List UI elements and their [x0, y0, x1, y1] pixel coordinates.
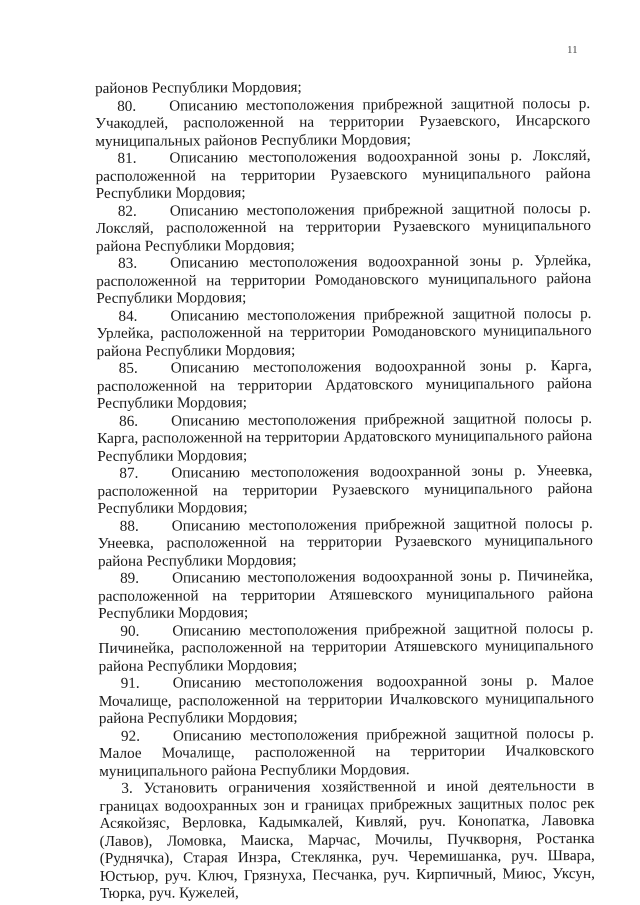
list-item	[98, 514, 593, 570]
list-item-number: 88.	[119, 517, 139, 535]
list-item	[97, 409, 592, 465]
list-item	[99, 672, 594, 728]
list-item-number: 91.	[120, 674, 140, 692]
list-item-number: 92.	[120, 727, 141, 745]
list-item-number: 82.	[117, 202, 137, 220]
list-item	[98, 619, 593, 675]
list-item	[99, 724, 594, 780]
document-body	[95, 77, 595, 903]
list-item	[97, 462, 592, 518]
list-item-number: 86.	[119, 412, 139, 430]
list-item-text: Описанию местоположения прибрежной защитной полосы р. Малое Мочалище, расположенной на территории Ичалковского муниципального района Республики Мордовия.	[99, 724, 595, 780]
list-item-number: 87.	[119, 464, 139, 482]
list-item-number: 83.	[118, 254, 138, 272]
list-item-number: 90.	[120, 622, 140, 640]
list-item-text: Описанию местоположения водоохранной зоны р. Малое Мочалище, расположенной на территории Ичалковского муниципального района Республики Мордовия;	[98, 671, 594, 727]
list-item-text: Описанию местоположения прибрежной защитной полосы р. Карга, расположенной на территории Ардатовского муниципального района Республики Мордовия;	[97, 409, 593, 465]
list-item-text: Описанию местоположения водоохранной зоны р. Урлейка, расположенной на территории Ромодановского муниципального района Республики Мордовия;	[96, 251, 592, 307]
list-item-text: районов Республики Мордовия;	[95, 78, 302, 97]
list-item	[95, 94, 590, 150]
list-item-text: Описанию местоположения прибрежной защитной полосы р. Учакодлей, расположенной на территории Рузаевского, Инсарского муниципальных районов Республики Мордовия;	[95, 94, 591, 150]
list-item-text: Описанию местоположения прибрежной защитной полосы р. Унеевка, расположенной на территории Рузаевского муниципального района Республики Мордовия;	[97, 514, 593, 570]
list-item-text: Описанию местоположения прибрежной защитной полосы р. Урлейка, расположенной на территории Ромодановского муниципального района Республики Мордовия;	[96, 304, 592, 360]
paragraph: 3. Установить ограничения хозяйственной и иной деятельности в границах водоохранных зон и границах прибрежных защитных полос рек Асякойзяс, Верловка, Кадымкалей, Кивляй, руч. Конопатка, Лавовка (Лавов), Ломовка, Маиска, Марчас, Мочилы, Пучкворня, Ростанка (Руднячка), Старая Инзра, Стеклянка, руч. Черемишанка, руч. Швара, Юстьюр, руч. Ключ, Грязнуха, Песчанка, руч. Кирпичный, Миюс, Уксун, Тюрка, руч. Кужелей,	[99, 776, 595, 902]
list-item-text: Описанию местоположения водоохранной зоны р. Карга, расположенной на территории Ардатовского муниципального района Республики Мордовия;	[96, 356, 592, 412]
list-item-text: Описанию местоположения прибрежной защитной полосы р. Пичинейка, расположенной на территории Атяшевского муниципального района Республики Мордовия;	[98, 619, 594, 675]
list-item-number: 85.	[118, 359, 138, 377]
list-item-text: Описанию местоположения водоохранной зоны р. Унеевка, расположенной на территории Рузаевского муниципального района Республики Мордовия;	[97, 461, 593, 517]
list-item-text: Описанию местоположения прибрежной защитной полосы р. Локсляй, расположенной на территории Рузаевского муниципального района Республики Мордовия;	[95, 199, 591, 255]
list-item-number: 81.	[117, 149, 137, 167]
list-item-number: 84.	[118, 307, 138, 325]
list-item-text: Описанию местоположения водоохранной зоны р. Пичинейка, расположенной на территории Атяшевского муниципального района Республики Мордовия;	[98, 566, 594, 622]
list-item-number: 89.	[119, 569, 140, 587]
list-item-number: 80.	[117, 97, 137, 115]
list-item	[97, 357, 592, 413]
list-item	[95, 147, 590, 203]
list-item	[96, 252, 591, 308]
list-item	[96, 199, 591, 255]
list-item	[96, 304, 591, 360]
page-number: 11	[567, 44, 578, 56]
list-item	[98, 567, 593, 623]
list-item-text: Описанию местоположения водоохранной зоны р. Локсляй, расположенной на территории Рузаевского муниципального района Республики Мордовия;	[95, 146, 591, 202]
